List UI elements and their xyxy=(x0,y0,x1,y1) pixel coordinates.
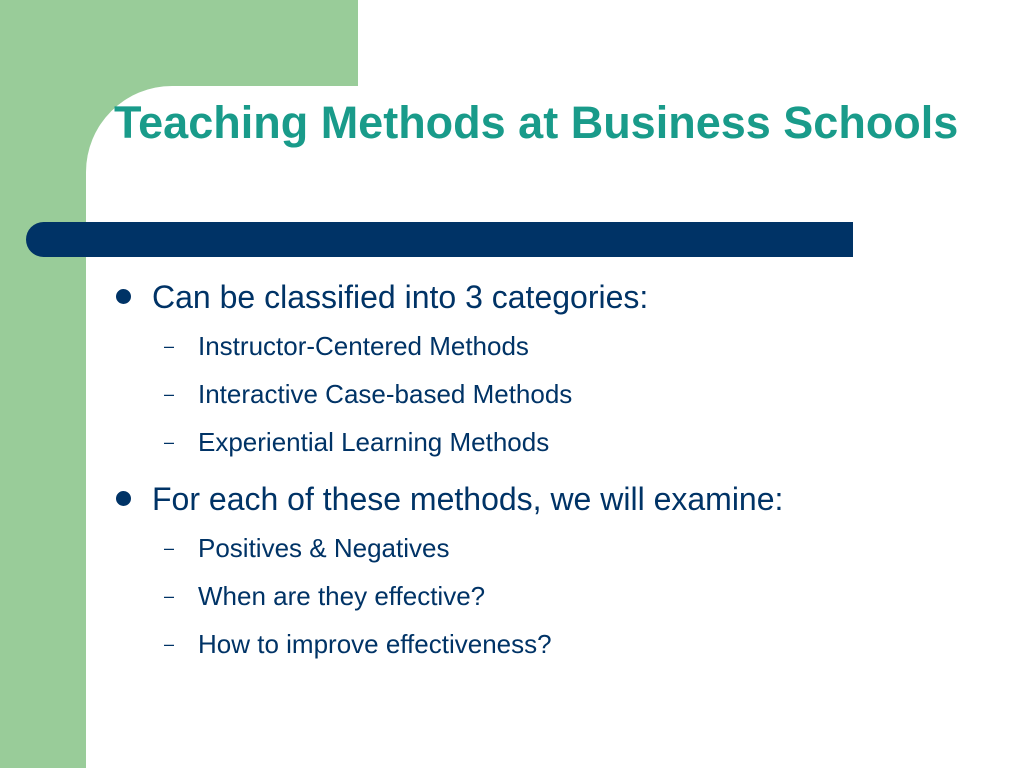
sub-item xyxy=(114,418,994,466)
bullet-item xyxy=(114,474,994,524)
bullet-text: For each of these methods, we will examine: xyxy=(152,481,784,517)
dash-marker: – xyxy=(164,634,175,654)
sub-item xyxy=(114,370,994,418)
dash-marker: – xyxy=(164,384,175,404)
slide-title: Teaching Methods at Business Schools xyxy=(114,97,959,148)
bullet-dot-icon xyxy=(116,289,131,304)
sub-item-text: When are they effective? xyxy=(198,581,486,611)
sub-item xyxy=(114,524,994,572)
sub-item-text: Positives & Negatives xyxy=(198,533,450,563)
dash-marker: – xyxy=(164,586,175,606)
bullet-dot-icon xyxy=(116,491,131,506)
dash-marker: – xyxy=(164,432,175,452)
title-divider-bar xyxy=(26,222,853,257)
sub-item xyxy=(114,572,994,620)
sub-item-text: Instructor-Centered Methods xyxy=(198,331,529,361)
bullet-item xyxy=(114,272,994,322)
sub-item xyxy=(114,322,994,370)
sub-item-text: Interactive Case-based Methods xyxy=(198,379,573,409)
slide-body xyxy=(114,272,994,668)
dash-marker: – xyxy=(164,538,175,558)
sub-item-text: Experiential Learning Methods xyxy=(198,427,550,457)
sub-item-text: How to improve effectiveness? xyxy=(198,629,552,659)
group-spacer xyxy=(114,466,994,474)
bullet-text: Can be classified into 3 categories: xyxy=(152,279,649,315)
dash-marker: – xyxy=(164,336,175,356)
sub-item xyxy=(114,620,994,668)
